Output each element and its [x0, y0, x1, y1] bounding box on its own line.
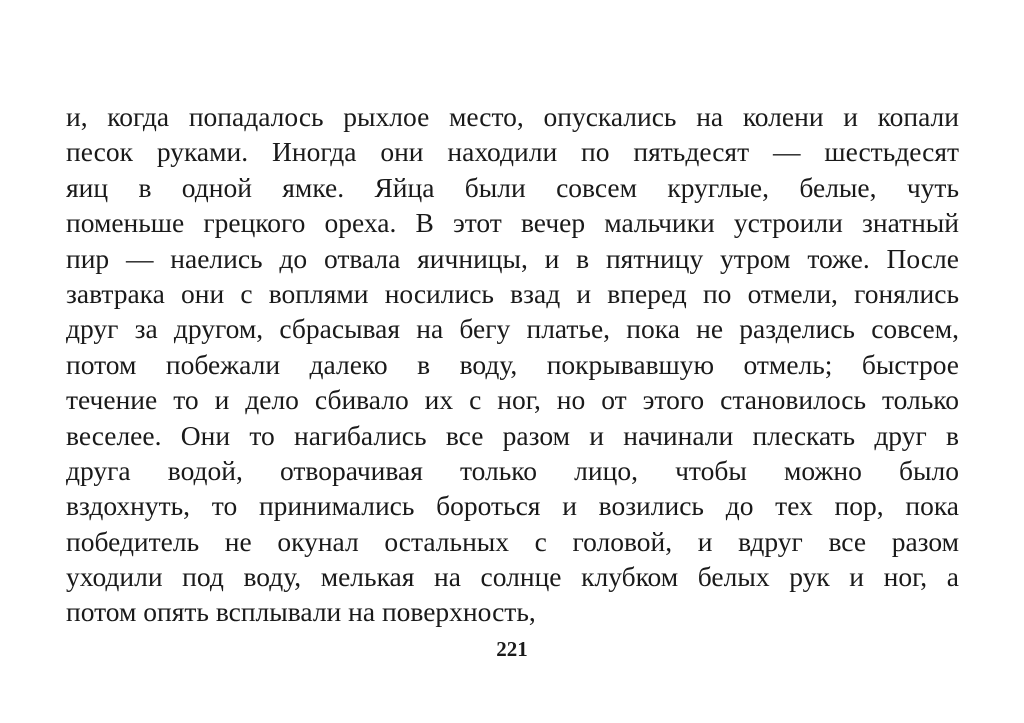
text-line: и, когда попадалось рыхлое место, опускались на колени и копали: [66, 101, 959, 132]
text-line: друг за другом, сбрасывая на бегу платье, пока не разделись совсем,: [66, 313, 959, 345]
text-line: яиц в одной ямке. Яйца были совсем круглые, белые, чуть: [66, 171, 959, 203]
body-text: [66, 99, 959, 630]
text-line: потом побежали далеко в воду, покрывавшую отмель; быстрое: [66, 348, 959, 380]
text-line: друга водой, отворачивая только лицо, чтобы можно было: [66, 454, 959, 486]
text-line: завтрака они с воплями носились взад и вперед по отмели, гонялись: [66, 277, 959, 309]
text-line: вздохнуть, то принимались бороться и возились до тех пор, пока: [66, 490, 959, 522]
text-line: веселее. Они то нагибались все разом и начинали плескать друг в: [66, 419, 959, 451]
text-line: пир — наелись до отвала яичницы, и в пятницу утром тоже. После: [66, 242, 959, 274]
text-line: потом опять всплывали на поверхность,: [66, 596, 536, 628]
text-line: течение то и дело сбивало их с ног, но от этого становилось только: [66, 384, 959, 416]
page-number: 221: [496, 637, 528, 661]
text-line: поменьше грецкого ореха. В этот вечер мальчики устроили знатный: [66, 207, 959, 239]
text-line: уходили под воду, мелькая на солнце клубком белых рук и ног, а: [66, 561, 959, 593]
text-line: песок руками. Иногда они находили по пятьдесят — шестьдесят: [66, 136, 959, 168]
text-line: победитель не окунал остальных с головой, и вдруг все разом: [66, 525, 959, 557]
